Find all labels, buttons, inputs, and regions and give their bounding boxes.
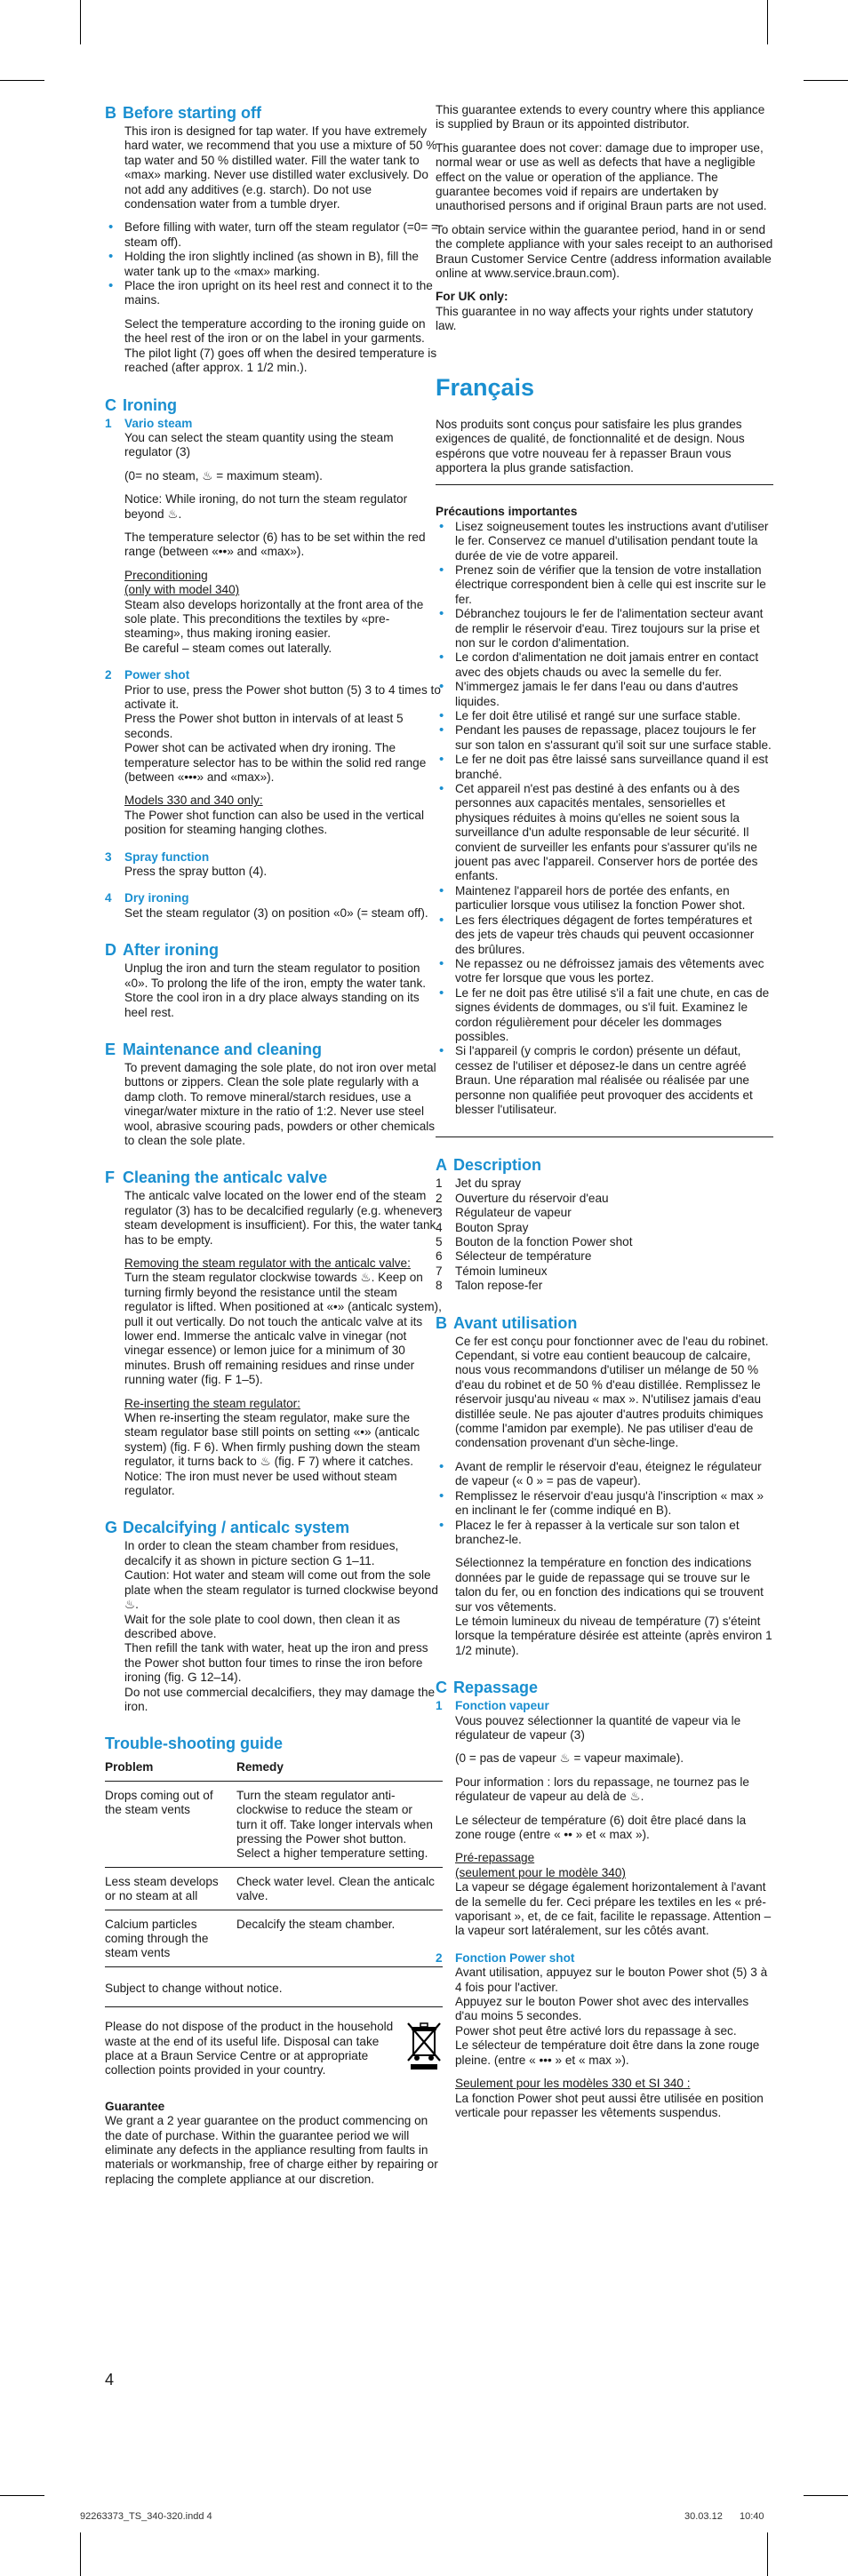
list-item: 4 Bouton Spray [436,1220,529,1234]
footer-filename: 92263373_TS_340-320.indd 4 [80,2511,212,2522]
paragraph: Power shot peut être activé lors du repassage à sec. [455,2023,737,2038]
paragraph: Notice: The iron must never be used without steam regulator. [124,1469,397,1498]
section-maintenance [105,1040,443,1148]
table-cell: Drops coming out of the steam vents [105,1781,236,1867]
list-item: • Le fer doit être utilisé et rangé sur une surface stable. [436,709,773,723]
paragraph: Le sélecteur de température doit être dans la zone rouge pleine. (entre « ••• » et « max »). [455,2038,760,2067]
paragraph: The temperature selector (6) has to be set within the red range (between «••» and «max»). [124,530,426,559]
page-number: 4 [105,2371,115,2389]
subheading: Pré-repassage [455,1851,535,1865]
table-cell: Check water level. Clean the anticalc valve. [236,1867,443,1910]
note: (only with model 340) [124,583,240,597]
list-item: • Le fer ne doit pas être utilisé s'il a fait une chute, en cas de signes évidents de dommages, ou s'il fuit. Examinez le cordon régulièrement pour déceler les dommages possibles. [436,986,773,1045]
paragraph: This guarantee does not cover: damage due to improper use, normal wear or use as well as defects that have a negligible effect on the value or operation of the appliance. The guarantee becomes void if repairs are undertaken by unauthorised persons and if original Braun parts are not used. [436,140,767,213]
paragraph: Le témoin lumineux du niveau de température (7) s'éteint lorsque la température désirée est atteinte (après environ 1 1/2 minute). [455,1614,772,1657]
list-item: 3 Régulateur de vapeur [436,1206,572,1220]
paragraph: Nos produits sont conçus pour satisfaire les plus grandes exigences de qualité, de fonctionnalité et de design. Nous espérons que votre nouveau fer à repasser Braun vous apportera la plus grande satisfaction. [436,417,745,475]
list-item: 5 Bouton de la fonction Power shot [436,1235,633,1248]
note: (seulement pour le modèle 340) [455,1865,626,1879]
paragraph: To obtain service within the guarantee period, hand in or send the complete appliance with your sales receipt to an authorised Braun Customer Service Centre (address information available online at www.service.braun.com). [436,222,773,281]
section-heading: Trouble-shooting guide [105,1735,283,1753]
paragraph: Avant utilisation, appuyez sur le bouton Power shot (5) 3 à 4 fois pour l'activer. [455,1966,768,1994]
crop-mark [0,80,44,81]
paragraph: The Power shot function can also be used in the vertical position for steaming hanging clothes. [124,808,425,837]
section-heading: A Description [436,1156,542,1175]
troubleshooting-table [105,1759,443,1966]
subsection-dry-ironing [105,891,443,921]
paragraph: Wait for the sole plate to cool down, then clean it as described above. [124,1612,401,1640]
paragraph: Then refill the tank with water, heat up the iron and press the Power shot button four times to rinse the iron before ironing (fig. G 12–14). [124,1641,428,1685]
paragraph: La fonction Power shot peut aussi être utilisée en position verticale pour repasser les vêtements suspendus. [455,2091,764,2119]
bullet-list [436,520,773,1118]
paragraph: The pilot light (7) goes off when the desired temperature is reached (after approx. 1 1/2 min.). [124,346,437,375]
paragraph: Please do not dispose of the product in the household waste at the end of its useful life. Disposal can take place at a Braun Service Centre or at appropriate collection points provided in your country. [105,2020,394,2078]
subsection-fonction-vapeur [436,1699,773,1939]
paragraph: Be careful – steam comes out laterally. [124,641,332,655]
section-troubleshooting [105,1734,443,1996]
subheading: Guarantee [105,2099,165,2113]
divider [436,484,773,485]
subheading: Removing the steam regulator with the anticalc valve: [124,1256,411,1270]
section-heading: B Avant utilisation [436,1313,578,1332]
footer-time: 10:40 [740,2511,764,2522]
paragraph: We grant a 2 year guarantee on the product commencing on the date of purchase. Within the guarantee period we will eliminate any defects in the appliance resulting from faults in materials or workmanship, free of charge either by repairing or replacing the complete appliance at our discretion. [105,2114,438,2186]
section-precautions [436,505,773,1117]
section-heading: C Repassage [436,1679,539,1697]
list-item: • Before filling with water, turn off the steam regulator (=0= = steam off). [105,220,443,250]
section-description [436,1155,773,1293]
list-item: • Placez le fer à repasser à la verticale sur son talon et branchez-le. [436,1519,773,1548]
list-item: • Le cordon d'alimentation ne doit jamais entrer en contact avec des objets chauds ou avec la semelle du fer. [436,650,773,680]
subheading: Précautions importantes [436,505,578,519]
list-item: • Place the iron upright on its heel rest and connect it to the mains. [105,279,443,308]
table-cell: Less steam develops or no steam at all [105,1867,236,1910]
section-decalcifying [105,1518,443,1714]
crop-mark [804,2495,848,2496]
section-heading: G Decalcifying / anticalc system [105,1519,350,1537]
paragraph: (0 = pas de vapeur ♨ = vapeur maximale). [455,1751,684,1766]
crop-mark [804,80,848,81]
list-item: • Maintenez l'appareil hors de portée des enfants, en particulier lorsque vous utilisez la fonction Power shot. [436,884,773,913]
paragraph: Select the temperature according to the ironing guide on the heel rest of the iron or on the label in your garments. [124,316,426,346]
paragraph: Le sélecteur de température (6) doit être placé dans la zone rouge (entre « •• » et « max »). [455,1813,747,1841]
list-item: • Holding the iron slightly inclined (as shown in B), fill the water tank up to the «max» marking. [105,250,443,279]
list-item: • Le fer ne doit pas être laissé sans surveillance quand il est branché. [436,753,773,782]
paragraph: (0= no steam, ♨ = maximum steam). [124,468,323,483]
list-item: 8 Talon repose-fer [436,1279,543,1293]
section-ironing [105,395,443,921]
subsection-spray [105,850,443,880]
paragraph: Subject to change without notice. [105,1981,283,1995]
section-heading: C Ironing [105,395,177,414]
list-item: • Les fers électriques dégagent de fortes températures et des jets de vapeur très chauds qui peuvent occasionner des brûlures. [436,913,773,957]
divider [105,2006,443,2007]
list-item: • Si l'appareil (y compris le cordon) présente un défaut, cessez de l'utiliser et déposez-le dans un centre agréé Braun. Une réparation mal réalisée ou réalisée par une personne non qualifiée peut provoquer des accidents et blesser l'utilisateur. [436,1044,773,1117]
table-row [105,1781,443,1867]
section-repassage [436,1678,773,2120]
crop-mark [80,2532,81,2576]
subsection-heading: 1 Fonction vapeur [436,1699,549,1713]
disposal-notice [105,2020,443,2078]
paragraph: Press the spray button (4). [124,865,268,879]
crop-mark [80,0,81,44]
subheading: Models 330 and 340 only: [124,794,263,808]
subheading: Re-inserting the steam regulator: [124,1396,300,1410]
paragraph: In order to clean the steam chamber from residues, decalcify it as shown in picture section G 1–11. [124,1539,399,1567]
subsection-heading: 1 Vario steam [105,416,193,430]
paragraph: Press the Power shot button in intervals of at least 5 seconds. [124,712,404,740]
list-item: • Ne repassez ou ne défroissez jamais des vêtements avec votre fer lorsque que vous les portez. [436,957,773,986]
list-item: • Lisez soigneusement toutes les instructions avant d'utiliser le fer. Conservez ce manuel d'utilisation pendant toute la durée de vie de votre appareil. [436,520,773,563]
paragraph: Sélectionnez la température en fonction des indications données par le guide de repassage qui se trouve sur le talon du fer, ou en fonction des indications qui se trouvent sur vos vêtements. [455,1556,764,1614]
subsection-power-shot [105,668,443,837]
table-row [105,1867,443,1910]
right-column [436,103,773,2140]
section-heading: B Before starting off [105,104,262,122]
section-anticalc-valve [105,1168,443,1498]
crop-mark [767,0,768,44]
paragraph: Do not use commercial decalcifiers, they may damage the iron. [124,1685,436,1713]
subsection-heading: 2 Power shot [105,668,190,682]
table-cell: Turn the steam regulator anti-clockwise to reduce the steam or turn it off. Take longer intervals when pressing the Power shot button. Select a higher temperature setting. [236,1781,443,1867]
subsection-heading: 2 Fonction Power shot [436,1950,575,1965]
section-guarantee [105,2100,443,2187]
list-item: 2 Ouverture du réservoir d'eau [436,1191,609,1205]
subheading: Seulement pour les modèles 330 et SI 340 : [455,2077,691,2091]
list-item: • Avant de remplir le réservoir d'eau, éteignez le régulateur de vapeur (« 0 » = pas de vapeur). [436,1460,773,1489]
section-heading: F Cleaning the anticalc valve [105,1168,328,1187]
list-item: • Cet appareil n'est pas destiné à des enfants ou à des personnes aux capacités mentales, sensorielles et physiques réduites à moins qu'elles ne soient sous la surveillance d'un adulte responsable de leur sécurité. Il convient de surveiller les enfants pour s'assurer qu'ils ne jouent pas avec l'appareil. Conserver hors de portée des enfants. [436,782,773,884]
table-cell: Calcium particles coming through the steam vents [105,1910,236,1966]
paragraph: Turn the steam regulator clockwise towards ♨. Keep on turning firmly beyond the resistance until the steam regulator is lifted. When positioned at «•» (anticalc system), pull it out vertically. Do not touch the anticalc valve at its lower end. Immerse the anticalc valve in vinegar (not vinegar essence) or lemon juice for a minimum of 30 minutes. Brush off remaining residues and rinse under running water (fig. F 1–5). [124,1271,442,1387]
footer-date: 30.03.12 [684,2511,723,2522]
paragraph: Notice: While ironing, do not turn the steam regulator beyond ♨. [124,492,408,521]
section-avant-utilisation [436,1313,773,1659]
paragraph: When re-inserting the steam regulator, make sure the steam regulator base still points on setting «•» (anticalc system) (fig. F 6). When firmly pushing down the steam regulator, it turns back to ♨ (fig. F 7) where it catches. [124,1411,420,1469]
paragraph: The anticalc valve located on the lower end of the steam regulator (3) has to be decalcified regularly (e.g. whenever steam development is insufficient). For this, the water tank has to be empty. [124,1189,437,1247]
paragraph: Steam also develops horizontally at the front area of the sole plate. This preconditions the textiles by «pre-steaming», thus making ironing easier. [124,597,424,641]
paragraph: La vapeur se dégage également horizontalement à l'avant de la semelle du fer. Ceci prépare les textiles en les « pré-vaporisant », et, de ce fait, facilite le repassage. Attention – la vapeur sort latéralement, sur les côtés avant. [455,1880,772,1938]
list-item: • Débranchez toujours le fer de l'alimentation secteur avant de remplir le réservoir d'eau. Tirez toujours sur la prise et non sur le cordon d'alimentation. [436,607,773,650]
list-item: 7 Témoin lumineux [436,1264,548,1278]
list-item: 6 Sélecteur de température [436,1249,592,1264]
paragraph: This iron is designed for tap water. If you have extremely hard water, we recommend that you use a mixture of 50 % tap water and 50 % distilled water. Fill the water tank to «max» marking. Never use distilled water exclusively. Do not add any additives (e.g. starch). Do not use condensation water from a tumble dryer. [124,124,437,211]
list-item: • N'immergez jamais le fer dans l'eau ou dans d'autres liquides. [436,680,773,709]
paragraph: Ce fer est conçu pour fonctionner avec de l'eau du robinet. Cependant, si votre eau contient beaucoup de calcaire, nous vous recommandons d'utiliser un mélange de 50 % d'eau du robinet et de 50 % d'eau distillée. Remplissez le réservoir jusqu'au niveau « max ». N'utilisez jamais d'eau distillée seule. Ne pas ajouter d'autres produits chimiques (comme l'amidon par exemple). Ne pas utiliser d'eau de condensation provenant d'un sèche-linge. [455,1334,769,1450]
section-heading: E Maintenance and cleaning [105,1040,323,1058]
subheading: Preconditioning [124,568,208,582]
subsection-fonction-power-shot [436,1951,773,2120]
subsection-heading: 3 Spray function [105,849,210,864]
parts-list [436,1176,773,1293]
bullet-list [436,1460,773,1547]
left-column [105,103,443,2196]
paragraph: Caution: Hot water and steam will come out from the sole plate when the steam regulator is turned clockwise beyond ♨. [124,1568,438,1612]
paragraph: Pour information : lors du repassage, ne tournez pas le régulateur de vapeur au delà de ♨. [455,1774,749,1804]
paragraph: Unplug the iron and turn the steam regulator to position «0». To prolong the life of the iron, empty the water tank. Store the cool iron in a dry place always standing on its heel rest. [124,961,427,1019]
section-after-ironing [105,940,443,1020]
subsection-vario-steam [105,417,443,657]
section-heading: D After ironing [105,941,219,960]
column-header: Remedy [236,1759,443,1781]
list-item: • Remplissez le réservoir d'eau jusqu'à l'inscription « max » en inclinant le fer (comme indiqué en B). [436,1489,773,1519]
paragraph: Set the steam regulator (3) on position «0» (= steam off). [124,905,428,920]
bullet-list [105,220,443,307]
paragraph: Prior to use, press the Power shot button (5) 3 to 4 times to activate it. [124,682,441,711]
column-header: Problem [105,1759,236,1781]
list-item: • Prenez soin de vérifier que la tension de votre installation électrique correspondent bien à celle qui est inscrite sur le fer. [436,563,773,607]
divider [436,1136,773,1137]
paragraph: You can select the steam quantity using the steam regulator (3) [124,430,394,459]
paragraph: Power shot can be activated when dry ironing. The temperature selector has to be within the solid red range (between «•••» and «max»). [124,741,427,785]
list-item: • Pendant les pauses de repassage, placez toujours le fer sur son talon en s'assurant qu'il soit sur une surface stable. [436,723,773,753]
paragraph: To prevent damaging the sole plate, do not iron over metal buttons or zippers. Clean the sole plate regularly with a damp cloth. To remove mineral/starch residues, use a vinegar/water mixture in the ratio of 1:2. Never use steel wool, abrasive scouring pads, powders or other chemicals to clean the sole plate. [124,1060,436,1147]
table-row [105,1910,443,1966]
language-heading: Français [436,373,535,401]
table-header-row [105,1759,443,1781]
paragraph: This guarantee extends to every country where this appliance is supplied by Braun or its appointed distributor. [436,103,765,132]
section-before-starting [105,103,443,376]
crop-mark [767,2532,768,2576]
paragraph: Vous pouvez sélectionner la quantité de vapeur via le régulateur de vapeur (3) [455,1713,741,1742]
list-item: 1 Jet du spray [436,1176,522,1191]
paragraph: Appuyez sur le bouton Power shot avec des intervalles d'au moins 5 secondes. [455,1995,749,2023]
table-cell: Decalcify the steam chamber. [236,1910,443,1966]
subsection-heading: 4 Dry ironing [105,891,189,905]
subheading: For UK only: [436,290,508,304]
crop-mark [0,2495,44,2496]
paragraph: This guarantee in no way affects your rights under statutory law. [436,304,754,333]
